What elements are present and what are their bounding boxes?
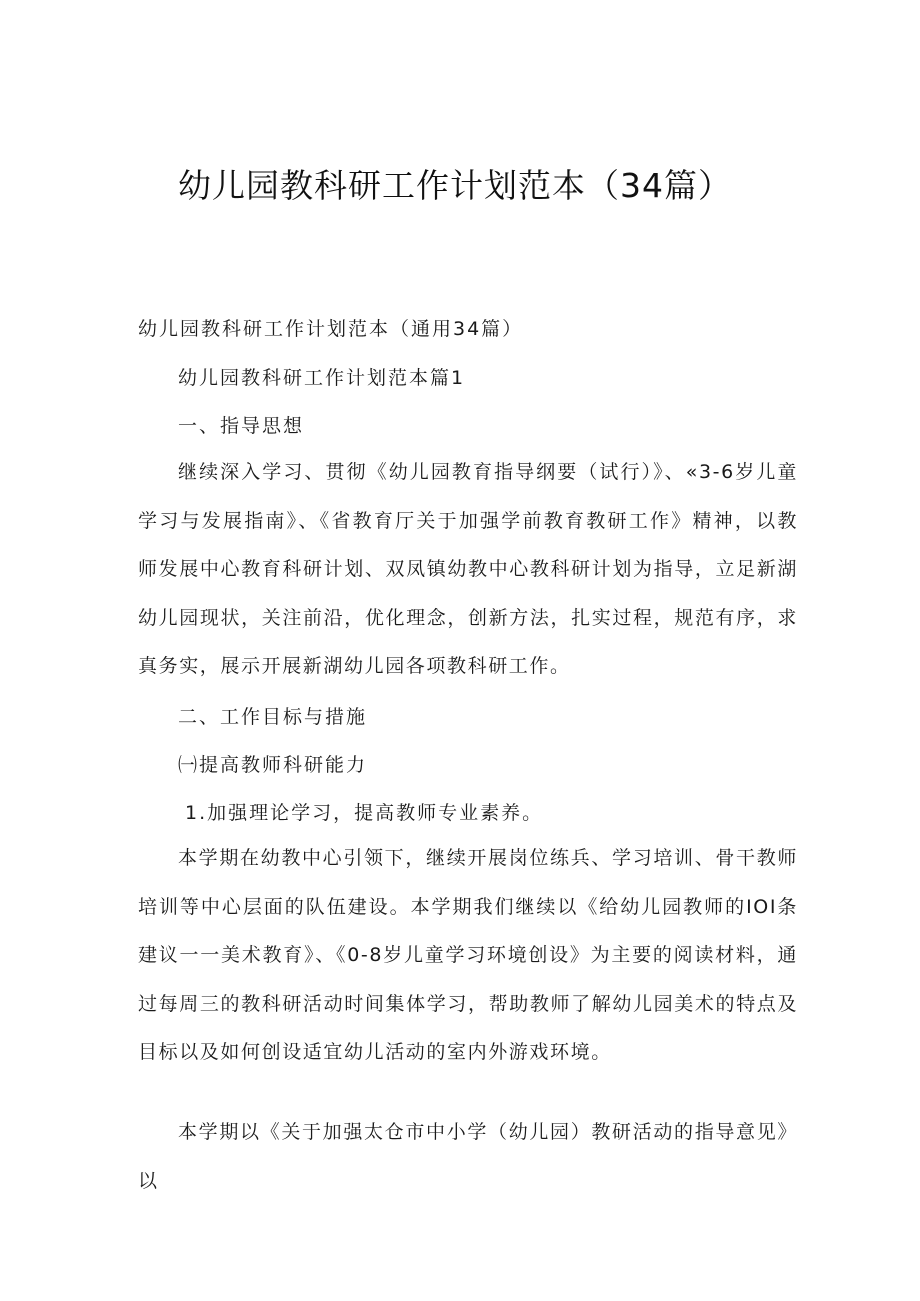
heading-goals-measures: 二、工作目标与措施 (178, 706, 368, 728)
paragraph-guiding-ideology: 继续深入学习、贯彻《幼儿园教育指导纲要（试行）》、«3-6岁儿童学习与发展指南》、《省教育厅关于加强学前教育教研工作》精神，以教师发展中心教育科研计划、双凤镇幼教中心教科研计划为指导，立足新湖幼儿园现状，关注前沿，优化理念，创新方法，扎实过程，规范有序，求真务实，展示开展新湖幼儿园各项教科研工作。 (138, 461, 798, 677)
subheading-research-ability: ㈠提高教师科研能力 (178, 754, 368, 776)
heading-guiding-ideology: 一、指导思想 (178, 415, 305, 437)
section-heading: 幼儿园教科研工作计划范本篇1 (178, 367, 466, 389)
paragraph-semester-guidance: 本学期以《关于加强太仓市中小学（幼儿园）教研活动的指导意见》以 (138, 1121, 798, 1192)
document-subtitle: 幼儿园教科研工作计划范本（通用34篇） (138, 318, 524, 340)
paragraph-semester-training: 本学期在幼教中心引领下，继续开展岗位练兵、学习培训、骨干教师培训等中心层面的队伍建设。本学期我们继续以《给幼儿园教师的IOI条建议一一美术教育》、《0-8岁儿童学习环境创设》为主要的阅读材料，通过每周三的教科研活动时间集体学习，帮助教师了解幼儿园美术的特点及目标以及如何创设适宜幼儿活动的室内外游戏环境。 (138, 847, 798, 1063)
document-title: 幼儿园教科研工作计划范本（34篇） (178, 166, 732, 205)
list-item-theory-study: 1.加强理论学习，提高教师专业素养。 (185, 802, 544, 824)
